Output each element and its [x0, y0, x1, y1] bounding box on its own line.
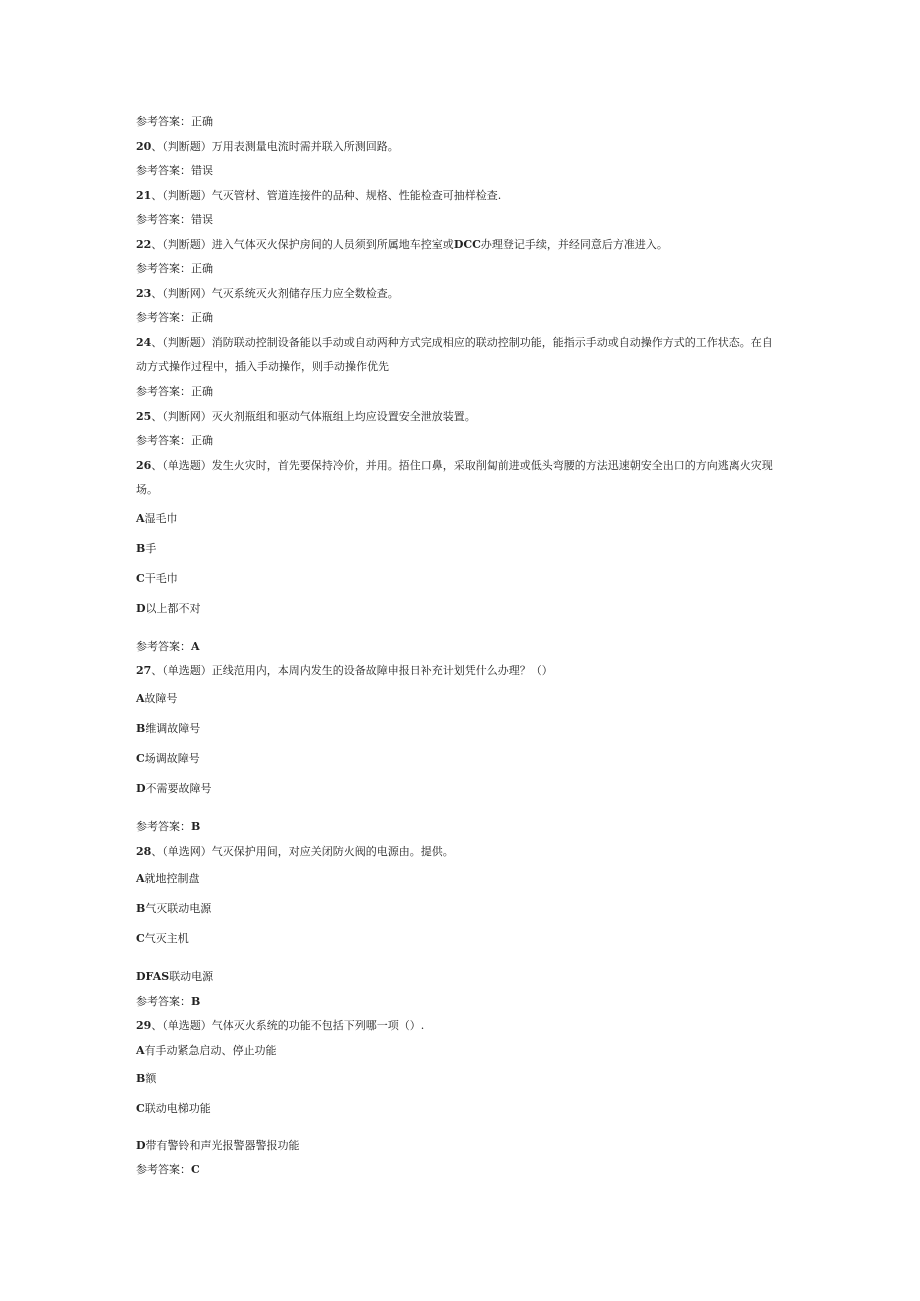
answer-line: 参考答案：C	[136, 1163, 200, 1176]
option-b: B维调故障号	[136, 722, 201, 735]
option-c: C气灭主机	[136, 932, 189, 945]
question-27: 27、（单选题）正线范用内，本周内发生的设备故障申报日补充计划凭什么办理？（）	[136, 664, 553, 677]
answer-line: 参考答案：A	[136, 640, 200, 653]
option-a: A湿毛巾	[136, 512, 178, 525]
question-21: 21、（判断题）气灭管材、管道连接件的品种、规格、性能检查可抽样检查.	[136, 189, 502, 202]
question-23: 23、（判断网）气灭系统灭火剂储存压力应全数检查。	[136, 287, 399, 300]
option-d: D不需要故障号	[136, 782, 212, 795]
option-d: D带有警铃和声光报警器警报功能	[136, 1139, 300, 1152]
question-25: 25、（判断网）灭火剂瓶组和驱动气体瓶组上均应设置安全泄放装置。	[136, 410, 476, 423]
option-c: C场调故障号	[136, 752, 200, 765]
answer-line: 参考答案：B	[136, 995, 201, 1008]
answer-line: 参考答案：错误	[136, 164, 213, 177]
option-d: DFAS联动电源	[136, 970, 214, 983]
option-b: B气灭联动电源	[136, 902, 212, 915]
option-c: C联动电梯功能	[136, 1102, 211, 1115]
answer-line: 参考答案：正确	[136, 434, 213, 447]
answer-line: 参考答案：错误	[136, 213, 213, 226]
answer-line: 参考答案：正确	[136, 311, 213, 324]
answer-line: 参考答案：B	[136, 820, 201, 833]
question-24: 24、（判断题）消防联动控制设备能以手动或自动两种方式完成相应的联动控制功能，能指示手动或自动操作方式的工作状态。在自动方式操作过程中，插入手动操作，则手动操作优先	[136, 336, 773, 373]
option-a: A就地控制盘	[136, 872, 200, 885]
option-b: B手	[136, 542, 157, 555]
option-b: B额	[136, 1072, 157, 1085]
answer-line: 参考答案：正确	[136, 115, 213, 128]
answer-line: 参考答案：正确	[136, 262, 213, 275]
option-c: C干毛巾	[136, 572, 178, 585]
option-a: A有手动紧急启动、停止功能	[136, 1044, 277, 1057]
question-20: 20、（判断题）万用表测量电流时需并联入所测回路。	[136, 140, 399, 153]
question-26: 26、（单选题）发生火灾时，首先要保持冷价，并用。捂住口鼻，采取削匐前进或低头弯腰的方法迅速朝安全出口的方向逃离火灾现场。	[136, 459, 773, 496]
question-29: 29、（单选题）气体灭火系统的功能不包括下列哪一项（）.	[136, 1019, 425, 1032]
option-a: A故障号	[136, 692, 178, 705]
question-22: 22、（判断题）进入气体灭火保护房间的人员须到所属地车控室或DCC办理登记手续，并经同意后方准进入。	[136, 238, 668, 251]
option-d: D以上都不对	[136, 602, 201, 615]
answer-line: 参考答案：正确	[136, 385, 213, 398]
question-28: 28、（单选网）气灭保护用间，对应关闭防火阀的电源由。提供。	[136, 845, 454, 858]
